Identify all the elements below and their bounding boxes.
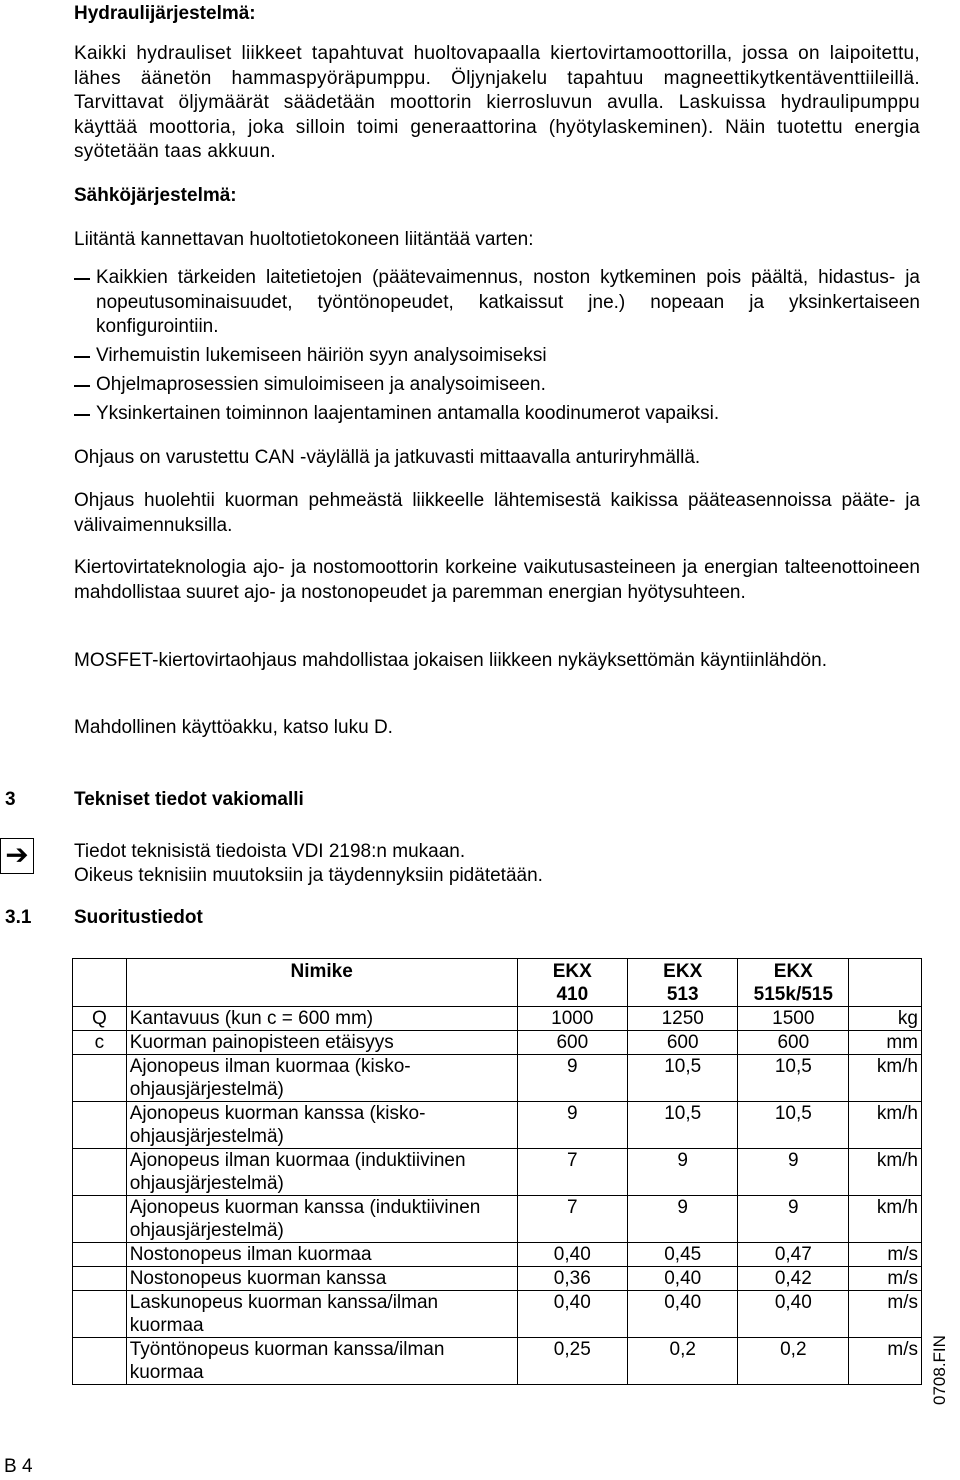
row-value: 0,40	[738, 1291, 849, 1338]
row-value: 9	[628, 1196, 738, 1243]
row-unit: m/s	[849, 1267, 922, 1291]
row-value: 10,5	[738, 1102, 849, 1149]
row-value: 0,2	[738, 1338, 849, 1385]
electrical-paragraph: MOSFET-kiertovirtaohjaus mahdollistaa jokaisen liikkeen nykäyksettömän käyntiinlähdön.	[74, 650, 827, 671]
header-model-line: EKX	[552, 961, 592, 982]
row-symbol	[73, 1055, 127, 1102]
header-model-line: EKX	[663, 961, 703, 982]
header-model-line: EKX	[773, 961, 813, 982]
row-unit: km/h	[849, 1102, 922, 1149]
table-row	[73, 1338, 922, 1385]
header-model	[628, 959, 738, 1007]
row-value: 0,47	[738, 1243, 849, 1267]
row-unit: mm	[849, 1031, 922, 1055]
row-value: 9	[517, 1102, 627, 1149]
electrical-paragraph: Mahdollinen käyttöakku, katso luku D.	[74, 717, 393, 738]
row-value: 600	[738, 1031, 849, 1055]
row-value: 9	[628, 1149, 738, 1196]
note-line: Oikeus teknisiin muutoksiin ja täydennyksiin pidätetään.	[74, 865, 543, 886]
row-symbol	[73, 1102, 127, 1149]
row-value: 0,25	[517, 1338, 627, 1385]
row-symbol	[73, 1243, 127, 1267]
table-body	[73, 1007, 922, 1385]
electrical-heading: Sähköjärjestelmä:	[74, 185, 237, 206]
row-symbol: Q	[73, 1007, 127, 1031]
list-item: Yksinkertainen toiminnon laajentaminen antamalla koodinumerot vapaiksi.	[96, 403, 720, 424]
table-row	[73, 1102, 922, 1149]
row-value: 9	[517, 1055, 627, 1102]
row-unit: m/s	[849, 1243, 922, 1267]
table-header-row	[73, 959, 922, 1007]
table-row	[73, 1031, 922, 1055]
electrical-paragraph: Ohjaus huolehtii kuorman pehmeästä liikkeelle lähtemisestä kaikissa pääteasennoissa pääte- ja välivaimennuksilla.	[74, 490, 920, 536]
row-value: 1000	[517, 1007, 627, 1031]
table-row	[73, 1243, 922, 1267]
row-value: 600	[517, 1031, 627, 1055]
row-value: 0,40	[628, 1291, 738, 1338]
header-model	[517, 959, 627, 1007]
row-value: 0,40	[628, 1267, 738, 1291]
row-unit: kg	[849, 1007, 922, 1031]
list-item: Ohjelmaprosessien simuloimiseen ja analysoimiseen.	[96, 374, 546, 395]
row-value: 7	[517, 1149, 627, 1196]
row-value: 0,42	[738, 1267, 849, 1291]
row-description: Kuorman painopisteen etäisyys	[126, 1031, 517, 1055]
row-description: Kantavuus (kun c = 600 mm)	[126, 1007, 517, 1031]
row-value: 600	[628, 1031, 738, 1055]
row-unit: km/h	[849, 1055, 922, 1102]
row-unit: km/h	[849, 1149, 922, 1196]
row-description: Ajonopeus ilman kuormaa (induktiivinen ohjausjärjestelmä)	[126, 1149, 517, 1196]
electrical-paragraph: Kiertovirtateknologia ajo- ja nostomoottorin korkeine vaikutusasteineen ja energian talteenottoineen mahdollistaa suuret ajo- ja nostonopeudet ja paremman energian hyötysuhteen.	[74, 557, 920, 603]
arrow-right-icon: ➔	[0, 838, 34, 874]
row-value: 0,40	[517, 1291, 627, 1338]
header-cell	[73, 959, 127, 1007]
table-row	[73, 1149, 922, 1196]
specs-table	[72, 958, 922, 1385]
hydraulics-heading: Hydraulijärjestelmä:	[74, 3, 256, 24]
table-row	[73, 1055, 922, 1102]
header-model-line: 410	[556, 984, 589, 1005]
row-value: 7	[517, 1196, 627, 1243]
page-number: B 4	[4, 1456, 33, 1477]
bullet-dash	[74, 385, 90, 387]
row-description: Nostonopeus ilman kuormaa	[126, 1243, 517, 1267]
row-value: 9	[738, 1196, 849, 1243]
section-title: Tekniset tiedot vakiomalli	[74, 789, 304, 810]
row-unit: m/s	[849, 1291, 922, 1338]
row-value: 0,2	[628, 1338, 738, 1385]
electrical-intro: Liitäntä kannettavan huoltotietokoneen liitäntää varten:	[74, 229, 534, 250]
row-symbol	[73, 1196, 127, 1243]
row-value: 1500	[738, 1007, 849, 1031]
bullet-dash	[74, 278, 90, 280]
subsection-title: Suoritustiedot	[74, 907, 203, 928]
row-value: 10,5	[628, 1102, 738, 1149]
header-model-line: 513	[666, 984, 699, 1005]
row-description: Nostonopeus kuorman kanssa	[126, 1267, 517, 1291]
electrical-paragraph: Ohjaus on varustettu CAN -väylällä ja jatkuvasti mittaavalla anturiryhmällä.	[74, 447, 701, 468]
document-code: 0708.FIN	[930, 1335, 949, 1405]
row-description: Laskunopeus kuorman kanssa/ilman kuormaa	[126, 1291, 517, 1338]
row-description: Ajonopeus kuorman kanssa (induktiivinen ohjausjärjestelmä)	[126, 1196, 517, 1243]
header-model	[738, 959, 849, 1007]
row-value: 0,36	[517, 1267, 627, 1291]
note-line: Tiedot teknisistä tiedoista VDI 2198:n mukaan.	[74, 841, 466, 862]
row-value: 1250	[628, 1007, 738, 1031]
row-symbol	[73, 1338, 127, 1385]
row-symbol: c	[73, 1031, 127, 1055]
row-value: 9	[738, 1149, 849, 1196]
row-symbol	[73, 1291, 127, 1338]
row-description: Ajonopeus kuorman kanssa (kisko-ohjausjärjestelmä)	[126, 1102, 517, 1149]
row-value: 0,45	[628, 1243, 738, 1267]
list-item: Kaikkien tärkeiden laitetietojen (päätevaimennus, noston kytkeminen pois päältä, hidastus- ja nopeutusominaisuudet, työntönopeudet, katkaissut jne.) nopeaan ja yksinkertaiseen konfigurointiin.	[96, 267, 920, 337]
row-symbol	[73, 1267, 127, 1291]
subsection-number: 3.1	[5, 907, 32, 928]
row-value: 10,5	[628, 1055, 738, 1102]
bullet-dash	[74, 356, 90, 358]
table-row	[73, 1007, 922, 1031]
row-unit: m/s	[849, 1338, 922, 1385]
table-row	[73, 1196, 922, 1243]
header-name: Nimike	[126, 959, 517, 1007]
row-value: 10,5	[738, 1055, 849, 1102]
header-model-line: 515k/515	[753, 984, 833, 1005]
row-description: Ajonopeus ilman kuormaa (kisko-ohjausjärjestelmä)	[126, 1055, 517, 1102]
bullet-dash	[74, 414, 90, 416]
row-symbol	[73, 1149, 127, 1196]
list-item: Virhemuistin lukemiseen häiriön syyn analysoimiseksi	[96, 345, 547, 366]
row-unit: km/h	[849, 1196, 922, 1243]
section-number: 3	[5, 789, 16, 810]
hydraulics-paragraph: Kaikki hydrauliset liikkeet tapahtuvat huoltovapaalla kiertovirtamoottorilla, jossa on laipoitettu, lähes äänetön hammaspyöräpumppu. Öljynjakelu tapahtuu magneettikytkentäventtiileillä. Tarvittavat öljymäärät säädetään moottorin kierrosluvun avulla. Laskuissa hydraulipumppu käyttää moottoria, joka silloin toimi generaattorina (hyötylaskeminen). Näin tuotettu energia syötetään taas akkuun.	[74, 43, 920, 162]
header-cell	[849, 959, 922, 1007]
row-description: Työntönopeus kuorman kanssa/ilman kuormaa	[126, 1338, 517, 1385]
table-row	[73, 1291, 922, 1338]
row-value: 0,40	[517, 1243, 627, 1267]
table-row	[73, 1267, 922, 1291]
